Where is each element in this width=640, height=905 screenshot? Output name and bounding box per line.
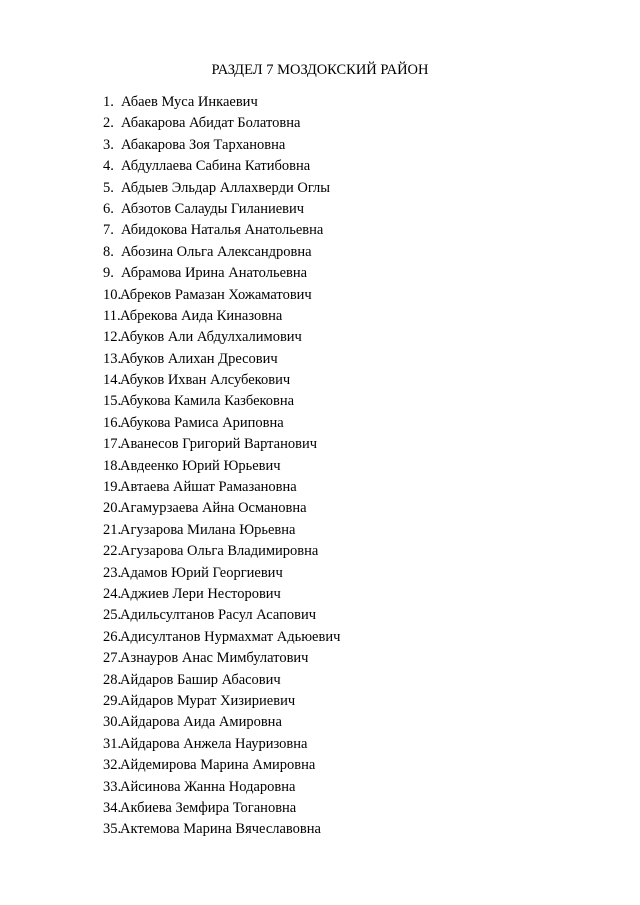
item-number: 1.: [103, 94, 114, 110]
item-number: 30.: [103, 714, 122, 731]
item-name: Агузарова Ольга Владимировна: [120, 543, 319, 560]
list-item: [103, 520, 340, 541]
list-item: [103, 755, 340, 776]
item-name: Агамурзаева Айна Османовна: [120, 500, 307, 517]
item-name: Абидокова Наталья Анатольевна: [121, 222, 324, 239]
item-name: Абдуллаева Сабина Катибовна: [121, 158, 311, 175]
item-name: Аджиев Лери Несторович: [120, 585, 281, 602]
list-item: [103, 349, 340, 370]
item-name: Агузарова Милана Юрьевна: [120, 521, 296, 538]
item-name: Абрекова Аида Киназовна: [120, 307, 283, 324]
item-number: 16.: [103, 414, 122, 431]
list-item: [103, 670, 340, 691]
list-item: [103, 285, 340, 306]
list-item: [103, 242, 340, 263]
item-number: 17.: [103, 436, 122, 453]
item-name: Абуков Алихан Дресович: [120, 350, 278, 367]
list-item: [103, 798, 340, 819]
item-number: 10.: [103, 286, 122, 303]
list-item: [103, 156, 340, 177]
list-item: [103, 477, 340, 498]
list-item: [103, 605, 340, 626]
item-number: 32.: [103, 757, 122, 774]
item-name: Абакарова Абидат Болатовна: [121, 115, 301, 132]
item-name: Абаев Муса Инкаевич: [121, 94, 258, 110]
item-name: Автаева Айшат Рамазановна: [120, 479, 297, 496]
item-number: 4.: [103, 158, 114, 175]
list-item: [103, 434, 340, 455]
list-item: [103, 541, 340, 562]
list-item: [103, 413, 340, 434]
item-number: 27.: [103, 650, 122, 667]
item-name: Айдарова Аида Амировна: [120, 714, 282, 731]
item-name: Айдемирова Марина Амировна: [120, 757, 316, 774]
list-item: [103, 135, 340, 156]
list-item: [103, 627, 340, 648]
list-item: [103, 92, 340, 113]
item-name: Аванесов Григорий Вартанович: [120, 436, 318, 453]
item-number: 7.: [103, 222, 114, 239]
item-name: Адамов Юрий Георгиевич: [120, 564, 283, 581]
list-item: [103, 306, 340, 327]
section-title: РАЗДЕЛ 7 МОЗДОКСКИЙ РАЙОН: [211, 62, 429, 78]
item-name: Абдыев Эльдар Аллахверди Оглы: [121, 179, 331, 196]
item-number: 5.: [103, 179, 114, 196]
list-item: [103, 199, 340, 220]
item-number: 25.: [103, 607, 122, 624]
item-name: Айдарова Анжела Науризовна: [120, 735, 308, 752]
item-name: Абуков Али Абдулхалимович: [120, 329, 302, 346]
item-number: 18.: [103, 457, 122, 474]
item-name: Актемова Марина Вячеславовна: [120, 821, 321, 838]
list-item: [103, 263, 340, 284]
item-name: Абреков Рамазан Хожаматович: [120, 286, 312, 303]
list-item: [103, 691, 340, 712]
list-item: [103, 712, 340, 733]
item-number: 33.: [103, 778, 122, 795]
list-item: [103, 113, 340, 134]
item-number: 11.: [103, 307, 121, 324]
list-item: [103, 327, 340, 348]
item-number: 31.: [103, 735, 122, 752]
item-name: Абакарова Зоя Тархановна: [121, 136, 286, 153]
item-number: 22.: [103, 543, 122, 560]
name-list: [103, 92, 340, 841]
list-item: [103, 220, 340, 241]
item-number: 23.: [103, 564, 122, 581]
item-name: Абзотов Салауды Гиланиевич: [121, 200, 305, 217]
item-number: 13.: [103, 350, 122, 367]
item-number: 26.: [103, 628, 122, 645]
item-number: 29.: [103, 692, 122, 709]
item-number: 19.: [103, 479, 122, 496]
list-item: [103, 584, 340, 605]
list-item: [103, 370, 340, 391]
item-name: Адильсултанов Расул Асапович: [120, 607, 317, 624]
list-item: [103, 456, 340, 477]
item-name: Азнауров Анас Мимбулатович: [120, 650, 309, 667]
list-item: [103, 734, 340, 755]
list-item: [103, 498, 340, 519]
list-item: [103, 178, 340, 199]
item-number: 15.: [103, 393, 122, 410]
item-number: 14.: [103, 372, 122, 389]
item-name: Абукова Камила Казбековна: [120, 393, 295, 410]
item-name: Айдаров Мурат Хизириевич: [120, 692, 296, 709]
item-number: 9.: [103, 265, 114, 282]
item-number: 20.: [103, 500, 122, 517]
list-item: [103, 648, 340, 669]
item-name: Абукова Рамиса Ариповна: [120, 414, 284, 431]
item-name: Акбиева Земфира Тогановна: [120, 799, 297, 816]
item-number: 35.: [103, 821, 122, 838]
item-number: 2.: [103, 115, 114, 132]
item-number: 8.: [103, 243, 114, 260]
list-item: [103, 777, 340, 798]
item-number: 28.: [103, 671, 122, 688]
item-number: 6.: [103, 200, 114, 217]
item-name: Айдаров Башир Абасович: [120, 671, 281, 688]
item-name: Абуков Ихван Алсубекович: [120, 372, 291, 389]
item-number: 3.: [103, 136, 114, 153]
item-name: Абрамова Ирина Анатольевна: [121, 265, 308, 282]
item-number: 34.: [103, 799, 122, 816]
item-number: 24.: [103, 585, 122, 602]
item-number: 12.: [103, 329, 122, 346]
item-name: Абозина Ольга Александровна: [121, 243, 312, 260]
item-number: 21.: [103, 521, 122, 538]
list-item: [103, 391, 340, 412]
item-name: Айсинова Жанна Нодаровна: [120, 778, 296, 795]
item-name: Адисултанов Нурмахмат Адьюевич: [120, 628, 341, 645]
item-name: Авдеенко Юрий Юрьевич: [120, 457, 281, 474]
list-item: [103, 563, 340, 584]
list-item: [103, 819, 340, 840]
